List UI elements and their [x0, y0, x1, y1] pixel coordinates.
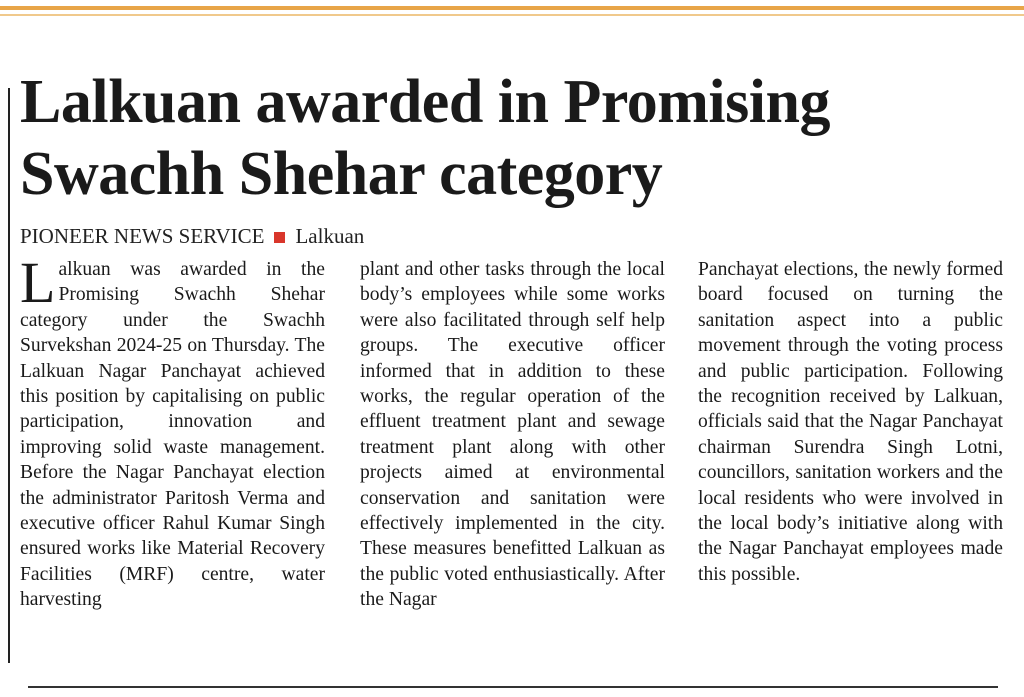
top-decorative-rule-secondary	[0, 14, 1024, 16]
column-2-text: plant and other tasks through the local body’s employees while some works were also facilitated through self help groups. The executive officer informed that in addition to these works, the regular operation of the effluent treatment plant and sewage treatment plant along with other projects aimed at environmental conservation and sanitation were effectively implemented in the city. These measures benefitted Lalkuan as the public voted enthusiastically. After the Nagar	[360, 259, 665, 611]
article-column-3	[698, 257, 1003, 587]
bottom-divider-rule	[28, 686, 998, 688]
byline	[20, 223, 364, 249]
column-1-text: alkuan was awarded in the Promising Swachh Shehar category under the Swachh Survekshan 2024-25 on Thursday. The Lalkuan Nagar Panchayat achieved this position by capitalising on public participation, innovation and improving solid waste management. Before the Nagar Panchayat election the administrator Paritosh Verma and executive officer Rahul Kumar Singh ensured works like Material Recovery Facilities (MRF) centre, water harvesting	[20, 259, 325, 611]
article-column-1	[20, 250, 325, 613]
article-left-border	[8, 88, 10, 663]
byline-separator-square-icon	[274, 232, 285, 243]
article-column-2	[360, 257, 665, 613]
article-headline: Lalkuan awarded in Promising Swachh Shehar category	[20, 68, 830, 208]
column-3-text: Panchayat elections, the newly formed board focused on turning the sanitation aspect into a public movement through the voting process and public participation. Following the recognition received by Lalkuan, officials said that the Nagar Panchayat chairman Surendra Singh Lotni, councillors, sanitation workers and the local residents who were involved in the local body’s initiative along with the Nagar Panchayat employees made this possible.	[698, 259, 1003, 585]
top-decorative-rule	[0, 6, 1024, 10]
byline-place: Lalkuan	[295, 224, 365, 248]
byline-source: PIONEER NEWS SERVICE	[20, 224, 265, 248]
drop-cap: L	[20, 250, 56, 315]
